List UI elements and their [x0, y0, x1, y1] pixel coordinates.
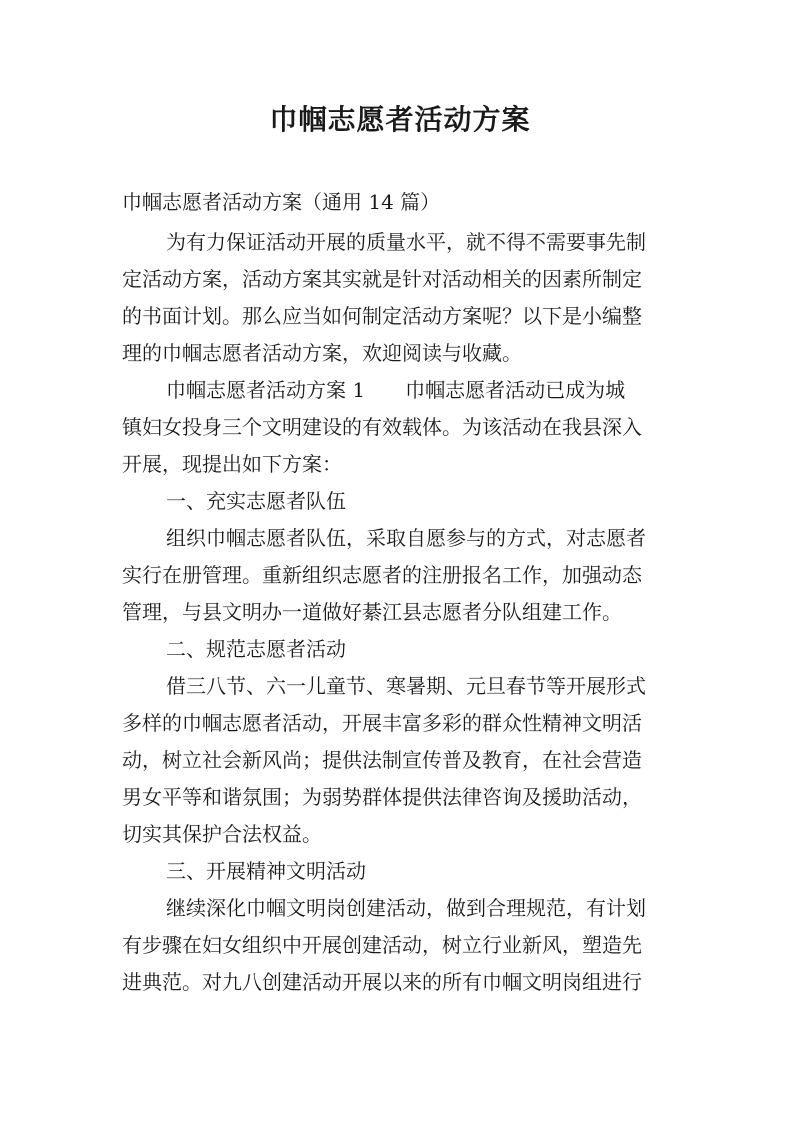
paragraph-line: 借三八节、六一儿童节、寒暑期、元旦春节等开展形式 [166, 674, 646, 698]
subtitle-line: 巾帼志愿者活动方案（通用 14 篇） [122, 190, 441, 214]
paragraph-line: 定活动方案，活动方案其实就是针对活动相关的因素所制定 [122, 267, 642, 291]
paragraph-line: 切实其保护合法权益。 [122, 822, 322, 846]
paragraph-line: 男女平等和谐氛围；为弱势群体提供法律咨询及援助活动， [122, 785, 642, 809]
paragraph-line: 有步骤在妇女组织中开展创建活动，树立行业新风，塑造先 [122, 933, 642, 957]
paragraph-line: 组织巾帼志愿者队伍，采取自愿参与的方式，对志愿者 [166, 526, 646, 550]
paragraph-line: 进典范。对九八创建活动开展以来的所有巾帼文明岗组进行 [122, 970, 642, 994]
paragraph-line: 继续深化巾帼文明岗创建活动，做到合理规范，有计划 [166, 896, 646, 920]
paragraph-line: 为有力保证活动开展的质量水平，就不得不需要事先制 [166, 230, 646, 254]
paragraph-line: 多样的巾帼志愿者活动，开展丰富多彩的群众性精神文明活 [122, 711, 642, 735]
document-body [122, 184, 692, 1001]
section-heading: 一、充实志愿者队伍 [166, 489, 346, 513]
paragraph-line: 开展，现提出如下方案： [122, 452, 342, 476]
paragraph-line: 巾帼志愿者活动方案 1 巾帼志愿者活动已成为城 [166, 378, 626, 402]
paragraph-line: 理的巾帼志愿者活动方案，欢迎阅读与收藏。 [122, 341, 522, 365]
paragraph-line: 管理，与县文明办一道做好綦江县志愿者分队组建工作。 [122, 600, 622, 624]
page-title: 巾帼志愿者活动方案 [269, 103, 531, 136]
paragraph-line: 镇妇女投身三个文明建设的有效载体。为该活动在我县深入 [122, 415, 642, 439]
section-heading: 三、开展精神文明活动 [166, 859, 366, 883]
section-heading: 二、规范志愿者活动 [166, 637, 346, 661]
paragraph-line: 实行在册管理。重新组织志愿者的注册报名工作，加强动态 [122, 563, 642, 587]
paragraph-line: 动，树立社会新风尚；提供法制宣传普及教育，在社会营造 [122, 748, 642, 772]
paragraph-line: 的书面计划。那么应当如何制定活动方案呢？以下是小编整 [122, 304, 642, 328]
